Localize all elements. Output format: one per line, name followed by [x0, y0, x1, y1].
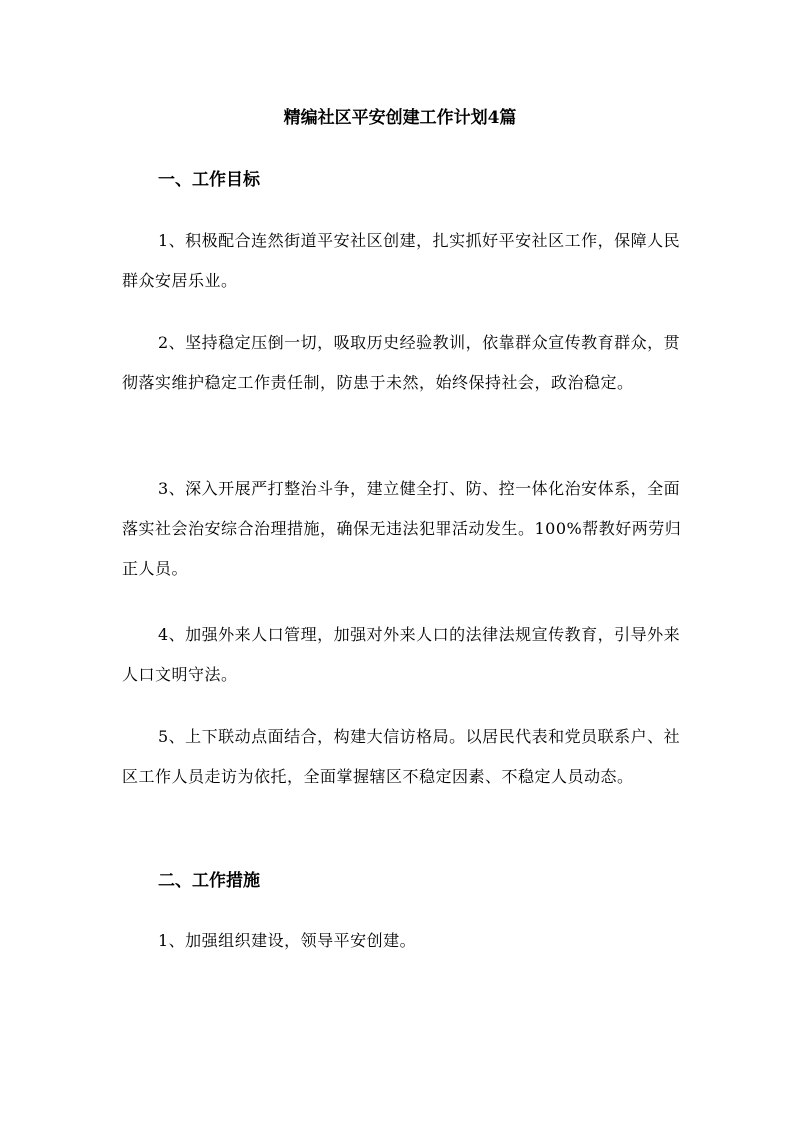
paragraph-goal-2: 2、坚持稳定压倒一切，吸取历史经验教训，依靠群众宣传教育群众，贯彻落实维护稳定工作责任制，防患于未然，始终保持社会，政治稳定。: [122, 333, 681, 392]
document-title: 精编社区平安创建工作计划4篇: [283, 108, 517, 128]
paragraph-goal-3: 3、深入开展严打整治斗争，建立健全打、防、控一体化治安体系，全面落实社会治安综合治理措施，确保无违法犯罪活动发生。100%帮教好两劳归正人员。: [122, 479, 682, 578]
paragraph-goal-1: 1、积极配合连然街道平安社区创建，扎实抓好平安社区工作，保障人民群众安居乐业。: [122, 231, 681, 290]
paragraph-measure-1: 1、加强组织建设，领导平安创建。: [158, 931, 417, 950]
paragraph-goal-4: 4、加强外来人口管理，加强对外来人口的法律法规宣传教育，引导外来人口文明守法。: [122, 625, 681, 684]
paragraph-goal-5: 5、上下联动点面结合，构建大信访格局。以居民代表和党员联系户、社区工作人员走访为依托，全面掌握辖区不稳定因素、不稳定人员动态。: [122, 727, 681, 786]
section-heading-measures: 二、工作措施: [158, 871, 260, 891]
section-heading-goals: 一、工作目标: [158, 170, 260, 190]
